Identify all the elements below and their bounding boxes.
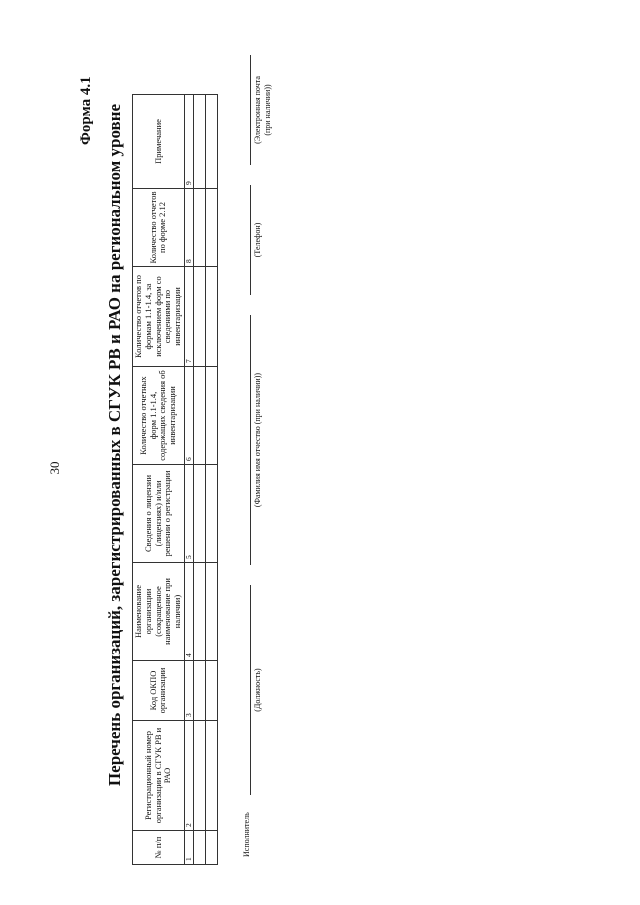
header-cell: № п/п	[133, 831, 185, 865]
table-cell	[194, 95, 206, 189]
column-number: 4	[184, 563, 194, 661]
table-cell	[206, 367, 218, 465]
column-number-row	[184, 95, 194, 865]
email-caption: (Электронная почта	[253, 76, 262, 144]
table-cell	[194, 267, 206, 367]
organizations-table	[132, 94, 218, 865]
position-line	[250, 585, 251, 795]
table-cell	[194, 367, 206, 465]
column-number: 9	[184, 95, 194, 189]
table-cell	[194, 721, 206, 831]
table-cell	[206, 661, 218, 721]
phone-caption: (Телефон)	[253, 222, 262, 258]
document-title: Перечень организаций, зарегистрированных в СГУК РВ и РАО на региональном уровне	[105, 103, 124, 787]
name-caption: (Фамилия имя отчество (при наличии))	[253, 372, 262, 508]
page-number: 30	[47, 461, 62, 475]
signature-block	[240, 35, 300, 865]
table-cell	[194, 831, 206, 865]
table-cell	[194, 563, 206, 661]
header-cell: Количество отчетных форм 1.1-1.4, содержащих сведения об инвентаризации	[133, 367, 185, 465]
table-row	[206, 95, 218, 865]
table-cell	[206, 95, 218, 189]
table-header-row	[133, 95, 185, 865]
table-cell	[206, 563, 218, 661]
header-cell: Количество отчетов по формам 1.1-1.4, за исключением форм со сведениями по инвентаризации	[133, 267, 185, 367]
position-caption: (Должность)	[253, 668, 262, 712]
table-cell	[206, 465, 218, 563]
table-cell	[206, 189, 218, 267]
phone-line	[250, 185, 251, 295]
table-cell	[194, 661, 206, 721]
header-cell: Регистрационный номер организации в СГУК РВ и РАО	[133, 721, 185, 831]
column-number: 3	[184, 661, 194, 721]
column-number: 2	[184, 721, 194, 831]
table-cell	[194, 465, 206, 563]
header-cell: Количество отчетов по форме 2.12	[133, 189, 185, 267]
column-number: 1	[184, 831, 194, 865]
column-number: 8	[184, 189, 194, 267]
header-cell: Код ОКПО организации	[133, 661, 185, 721]
header-cell: Примечание	[133, 95, 185, 189]
column-number: 6	[184, 367, 194, 465]
table-cell	[206, 831, 218, 865]
name-line	[250, 315, 251, 565]
table-cell	[206, 267, 218, 367]
table-row	[194, 95, 206, 865]
header-cell: Наименование организации (сокращенное наименование при наличии)	[133, 563, 185, 661]
table-cell	[194, 189, 206, 267]
table-cell	[206, 721, 218, 831]
column-number: 5	[184, 465, 194, 563]
form-label: Форма 4.1	[78, 76, 94, 145]
email-line	[250, 55, 251, 165]
header-cell: Сведения о лицензии (лицензиях) и/или решении о регистрации	[133, 465, 185, 563]
email-caption-note: (при наличии))	[263, 84, 272, 136]
executor-label: Исполнитель	[242, 812, 251, 857]
column-number: 7	[184, 267, 194, 367]
